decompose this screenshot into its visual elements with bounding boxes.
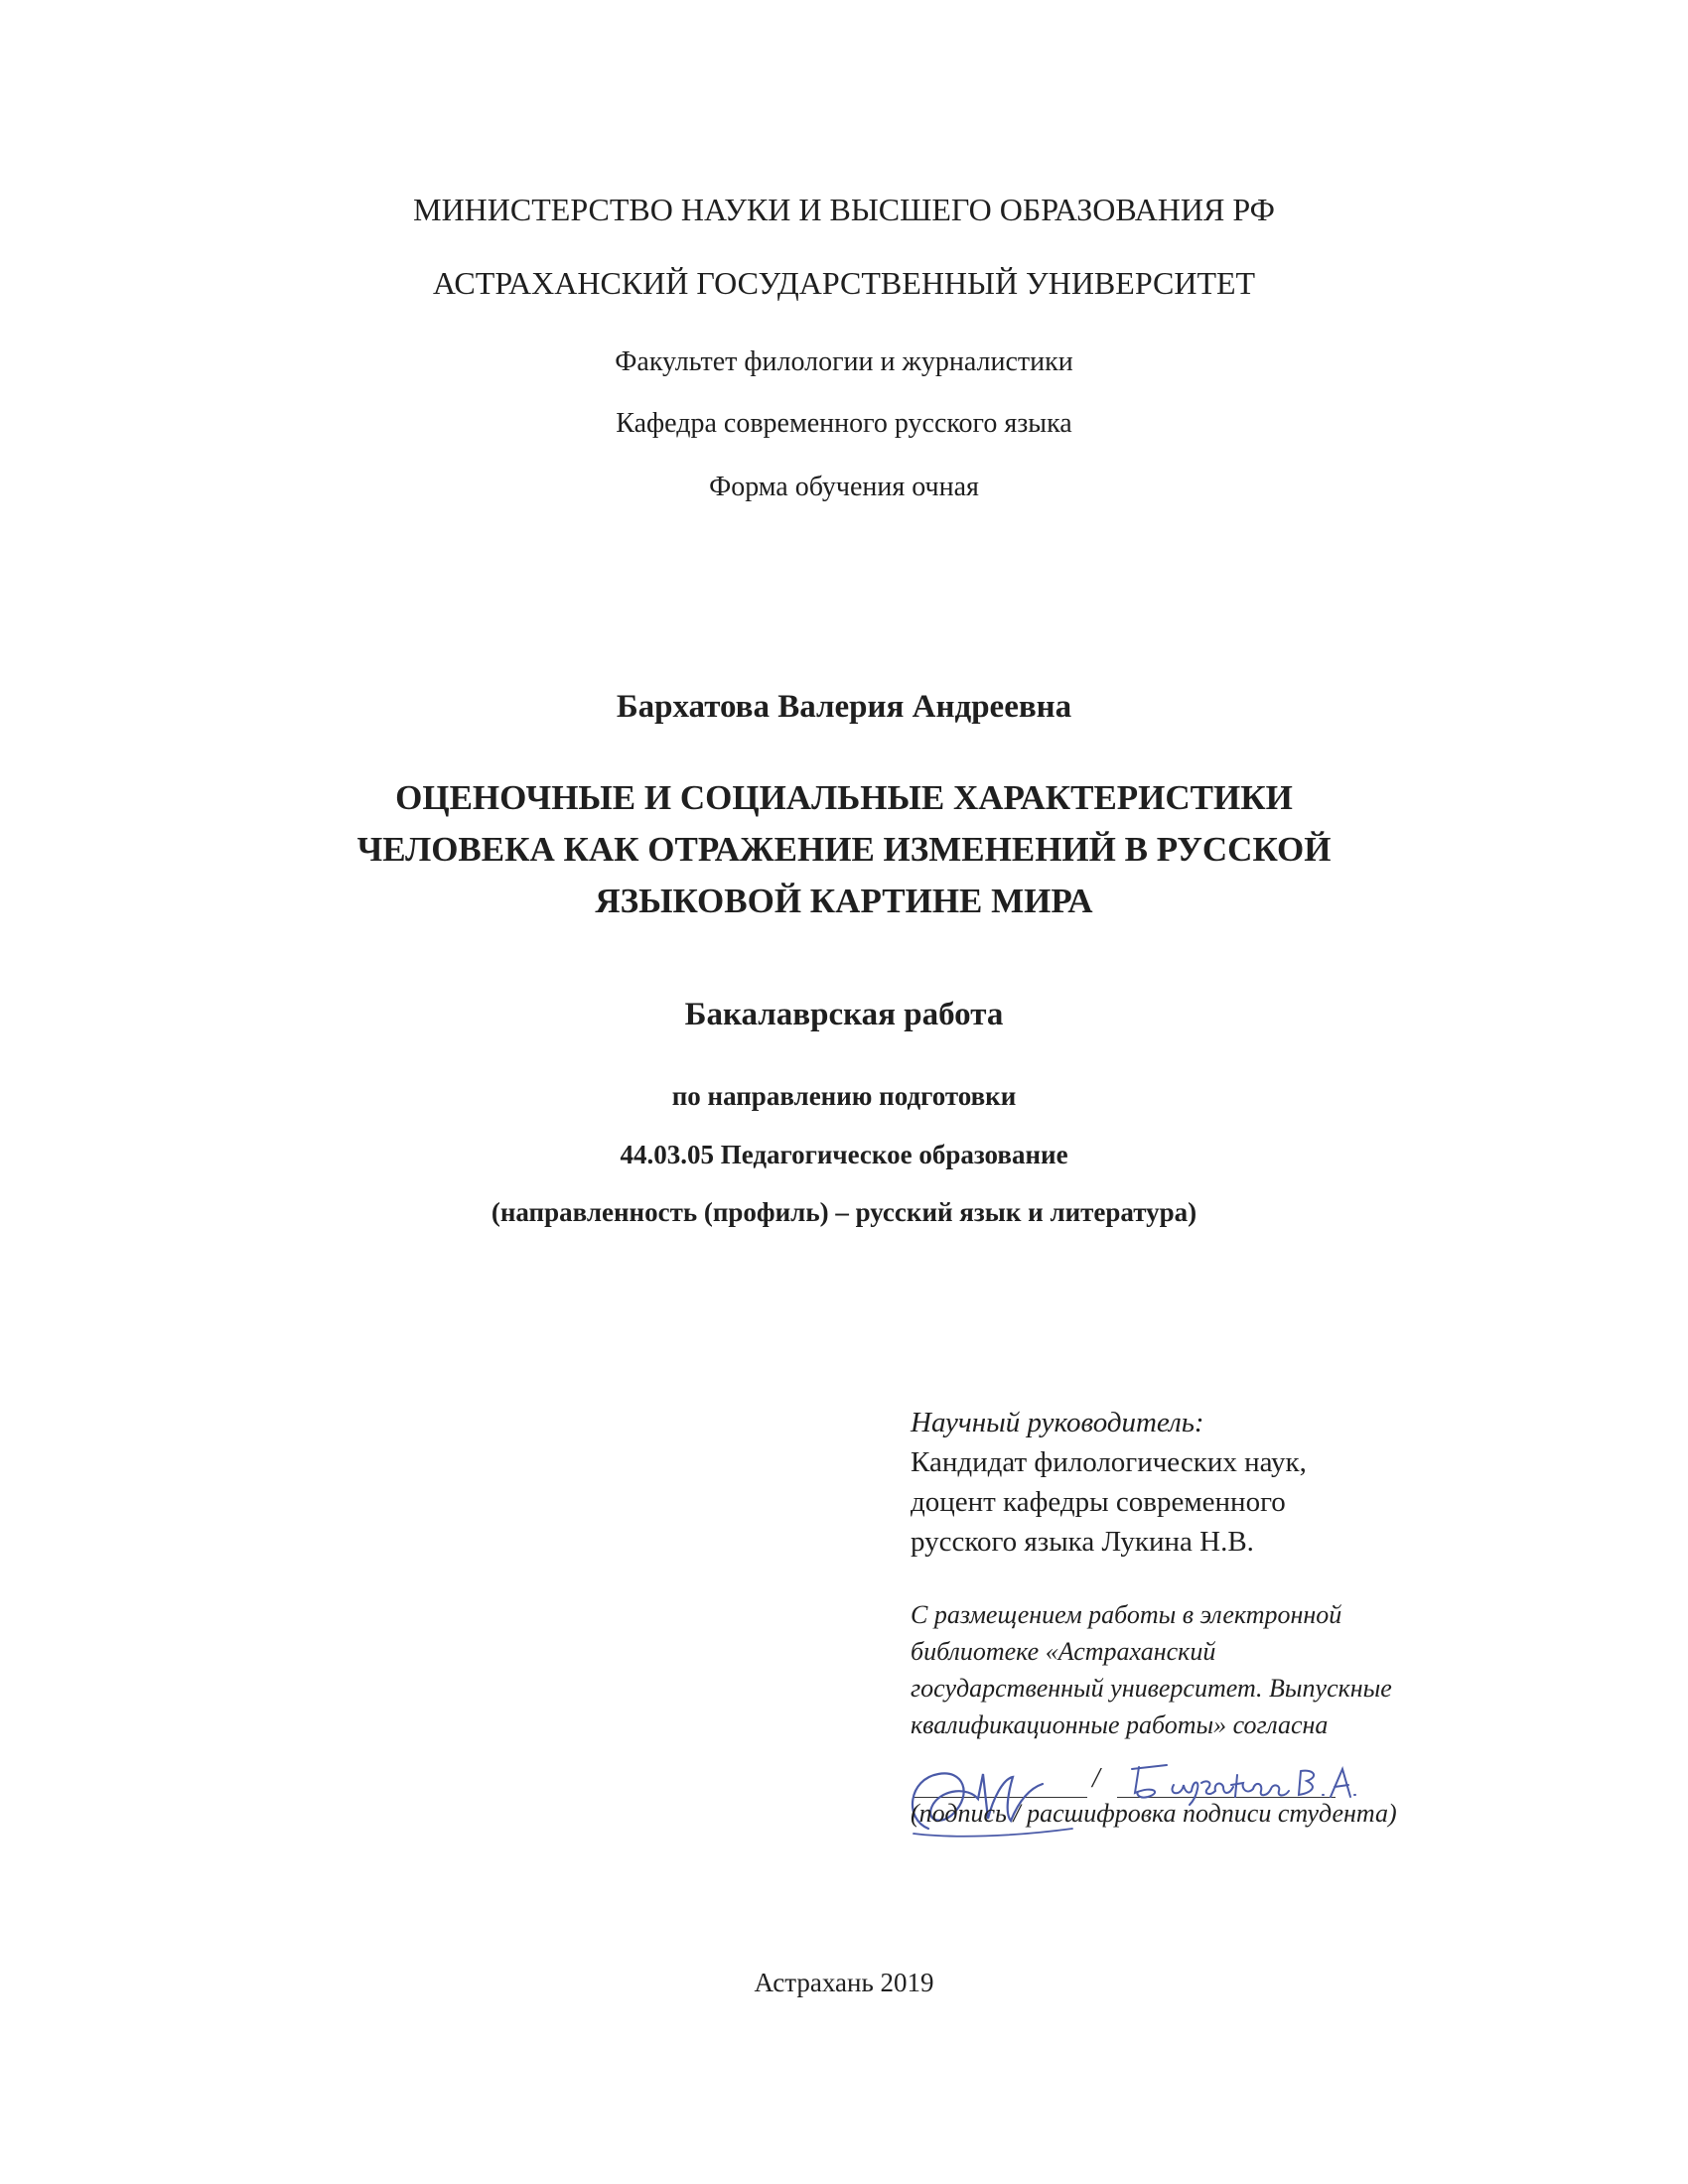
consent-block [911, 1596, 1467, 1743]
signature-area [894, 1759, 1450, 1868]
thesis-title-line: ОЦЕНОЧНЫЕ И СОЦИАЛЬНЫЕ ХАРАКТЕРИСТИКИ [395, 778, 1293, 817]
consent-line: государственный университет. Выпускные [911, 1674, 1392, 1703]
supervisor-block [911, 1403, 1506, 1562]
thesis-title [248, 772, 1440, 927]
supervisor-line: русского языка Лукина Н.В. [911, 1526, 1254, 1558]
consent-line: библиотеке «Астраханский [911, 1637, 1216, 1666]
signature-separator: / [1092, 1763, 1100, 1794]
work-type: Бакалаврская работа [684, 997, 1004, 1032]
supervisor-label: Научный руководитель: [911, 1407, 1204, 1438]
direction-code-name: 44.03.05 Педагогическое образование [620, 1140, 1068, 1169]
thesis-title-line: ЧЕЛОВЕКА КАК ОТРАЖЕНИЕ ИЗМЕНЕНИЙ В РУССКОЙ [356, 830, 1332, 869]
city-year: Астрахань 2019 [754, 1968, 934, 1997]
department-name: Кафедра современного русского языка [616, 408, 1072, 439]
direction-profile: (направленность (профиль) – русский язык и литература) [491, 1197, 1197, 1227]
university-name: АСТРАХАНСКИЙ ГОСУДАРСТВЕННЫЙ УНИВЕРСИТЕТ [432, 265, 1256, 301]
thesis-title-line: ЯЗЫКОВОЙ КАРТИНЕ МИРА [595, 882, 1093, 920]
consent-line: С размещением работы в электронной [911, 1600, 1342, 1629]
study-form: Форма обучения очная [709, 472, 979, 502]
direction-label: по направлению подготовки [671, 1081, 1017, 1111]
faculty-name: Факультет филологии и журналистики [615, 346, 1073, 377]
supervisor-line: Кандидат филологических наук, [911, 1446, 1307, 1478]
ministry-name: МИНИСТЕРСТВО НАУКИ И ВЫСШЕГО ОБРАЗОВАНИЯ РФ [413, 192, 1275, 227]
supervisor-line: доцент кафедры современного [911, 1486, 1286, 1518]
signature-caption: (подпись / расшифровка подписи студента) [911, 1799, 1397, 1828]
consent-line: квалификационные работы» согласна [911, 1710, 1329, 1739]
author-name: Бархатова Валерия Андреевна [616, 689, 1072, 725]
